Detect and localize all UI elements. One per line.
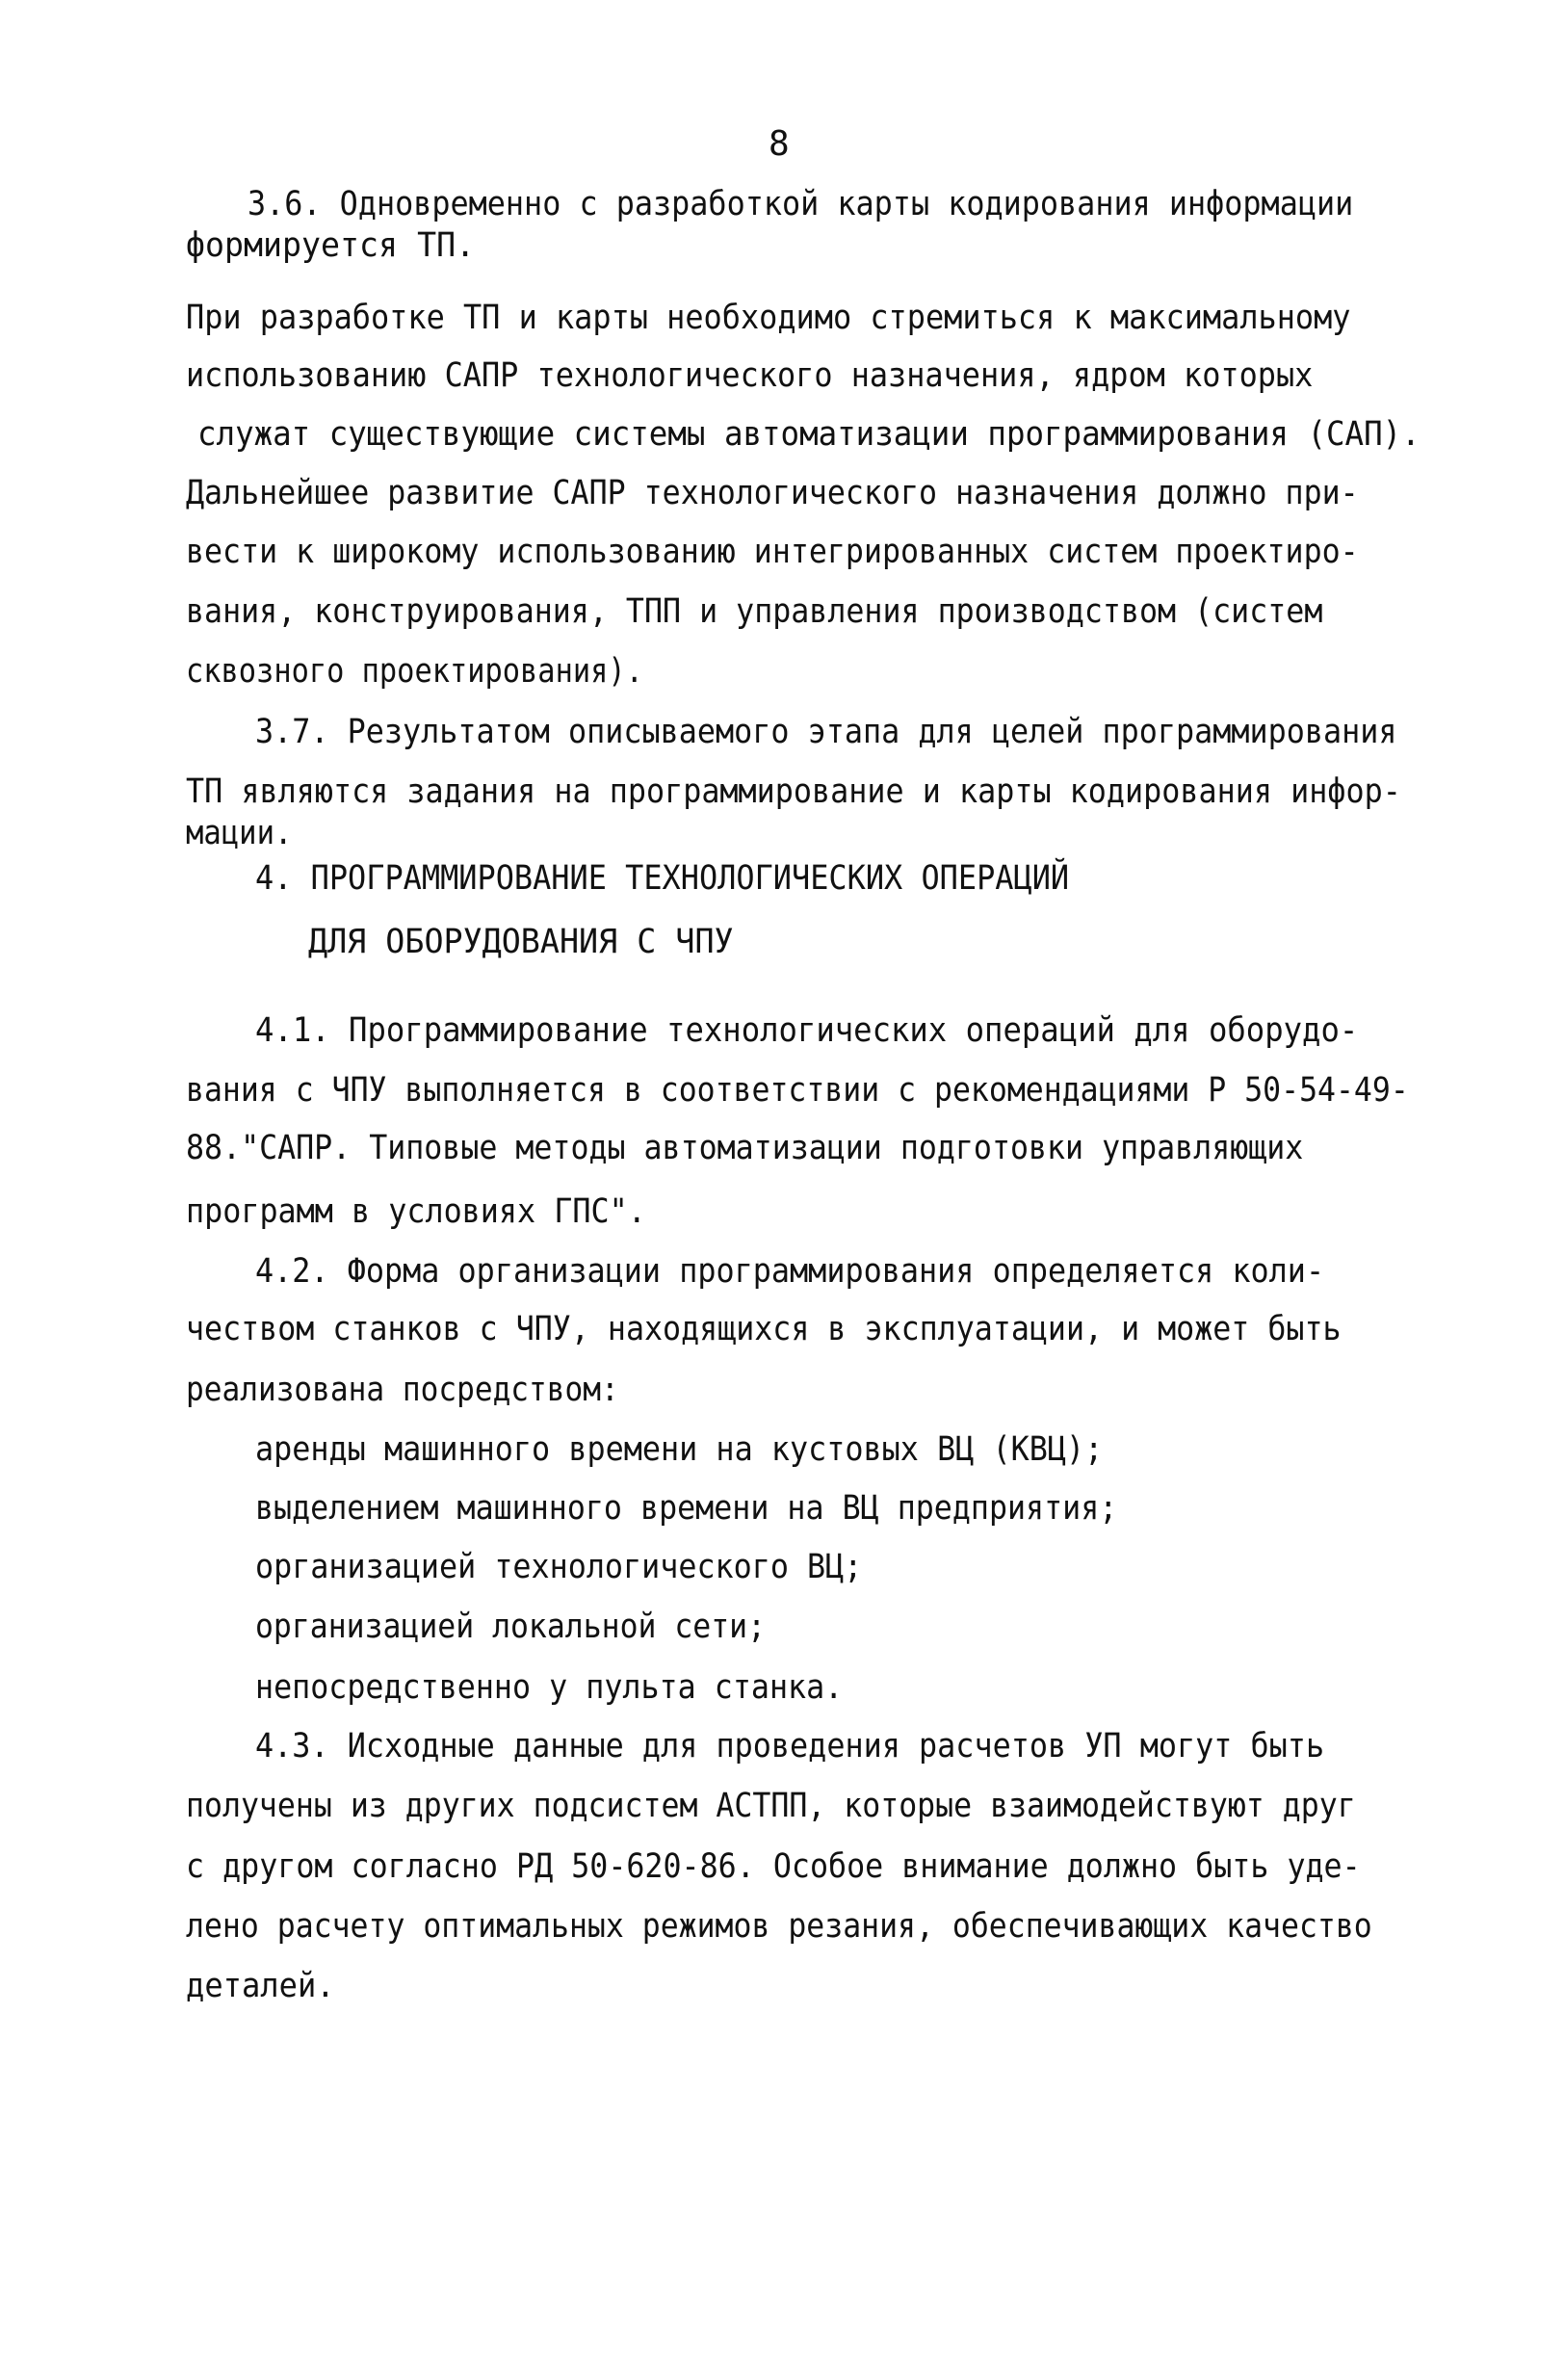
text-line: получены из других подсистем АСТПП, которые взаимодействуют друг — [186, 1787, 1356, 1825]
text-line: 3.6. Одновременно с разработкой карты кодирования информации — [248, 185, 1354, 223]
text-line: программ в условиях ГПС". — [186, 1192, 646, 1231]
text-line: мации. — [186, 814, 293, 852]
text-line: При разработке ТП и карты необходимо стремиться к максимальному — [186, 299, 1351, 337]
list-item: аренды машинного времени на кустовых ВЦ (КВЦ); — [255, 1430, 1104, 1469]
text-line: чеством станков с ЧПУ, находящихся в эксплуатации, и может быть — [186, 1310, 1342, 1348]
text-line: ТП являются задания на программирование и карты кодирования инфор- — [186, 772, 1401, 811]
list-item: организацией технологического ВЦ; — [255, 1548, 863, 1586]
list-item: организацией локальной сети; — [255, 1608, 767, 1646]
text-line: вания с ЧПУ выполняется в соответствии с рекомендациями Р 50-54-49- — [186, 1071, 1409, 1110]
section-heading: ДЛЯ ОБОРУДОВАНИЯ С ЧПУ — [308, 923, 734, 961]
list-item: выделением машинного времени на ВЦ предприятия; — [255, 1489, 1118, 1528]
text-line: реализована посредством: — [186, 1371, 619, 1409]
text-line: вания, конструирования, ТПП и управления производством (систем — [186, 592, 1323, 631]
text-line: Дальнейшее развитие САПР технологического назначения должно при- — [186, 474, 1359, 512]
text-line: служат существующие системы автоматизации программирования (САП). — [197, 415, 1421, 454]
text-line: 4.1. Программирование технологических операций для оборудо- — [255, 1011, 1359, 1050]
text-line: деталей. — [186, 1967, 335, 2005]
section-heading: 4. ПРОГРАММИРОВАНИЕ ТЕХНОЛОГИЧЕСКИХ ОПЕРАЦИЙ — [255, 859, 1070, 898]
text-line: вести к широкому использованию интегрированных систем проектиро- — [186, 533, 1359, 571]
text-line: 3.7. Результатом описываемого этапа для целей программирования — [255, 713, 1397, 751]
page-number: 8 — [769, 124, 790, 164]
text-line: 88."САПР. Типовые методы автоматизации подготовки управляющих — [186, 1129, 1304, 1167]
text-line: с другом согласно РД 50-620-86. Особое внимание должно быть уде- — [186, 1847, 1361, 1886]
text-line: лено расчету оптимальных режимов резания, обеспечивающих качество — [186, 1907, 1372, 1946]
text-line: формируется ТП. — [186, 226, 476, 265]
text-line: 4.3. Исходные данные для проведения расчетов УП могут быть — [255, 1727, 1325, 1765]
text-line: 4.2. Форма организации программирования определяется коли- — [255, 1252, 1325, 1291]
text-line: использованию САПР технологического назначения, ядром которых — [186, 356, 1314, 395]
list-item: непосредственно у пульта станка. — [255, 1668, 844, 1707]
text-line: сквозного проектирования). — [186, 652, 643, 691]
